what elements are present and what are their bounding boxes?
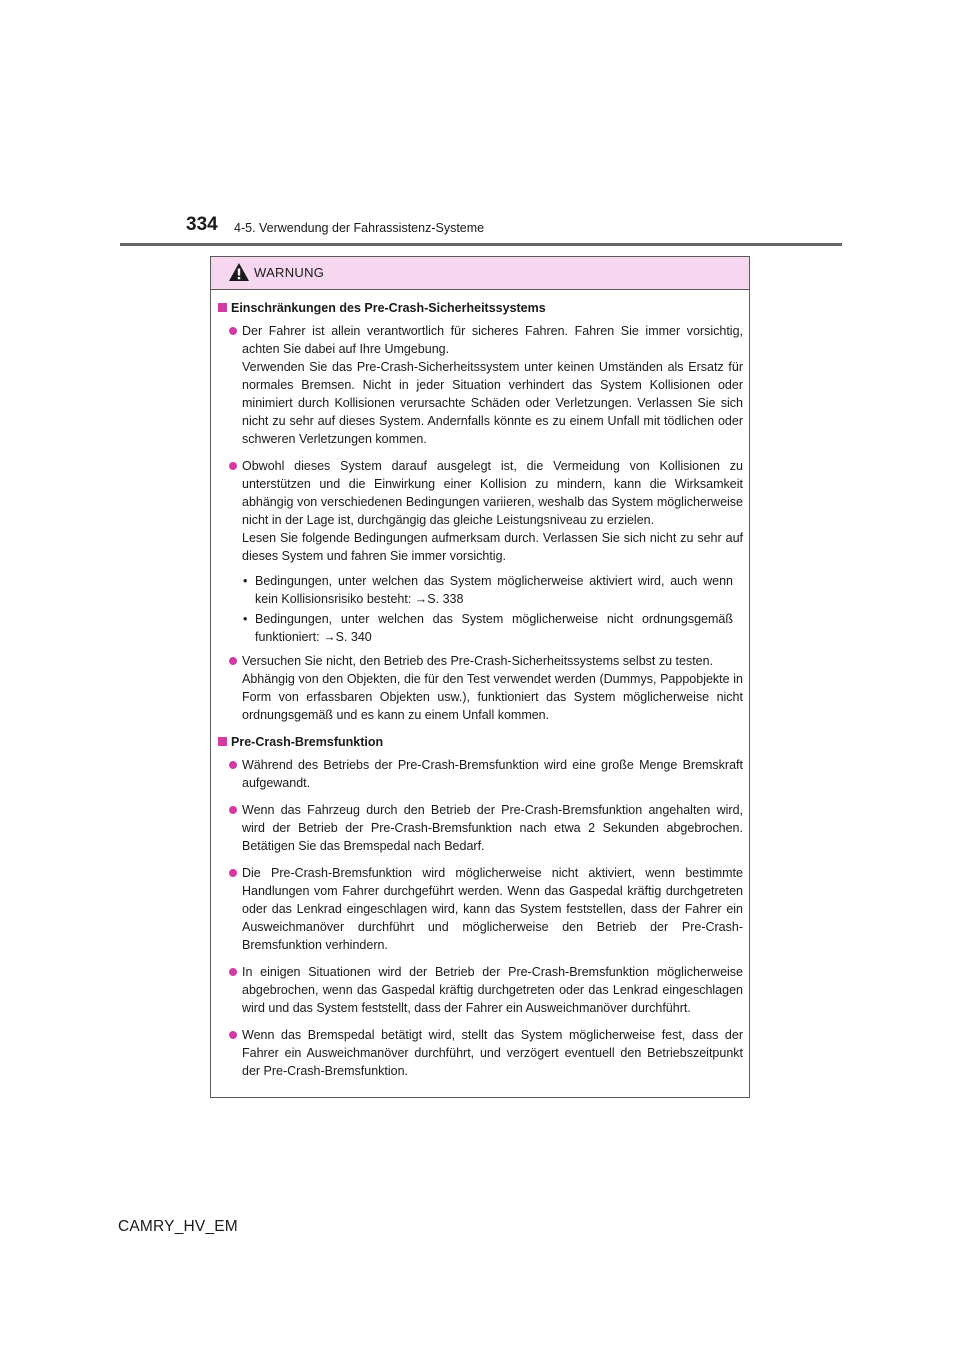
list-item [217, 457, 743, 565]
item-paragraph: Die Pre-Crash-Bremsfunktion wird möglicherweise nicht aktiviert, wenn bestimmte Handlungen vom Fahrer durchgeführt werden. Wenn das Gaspedal kräftig durchgetreten oder das Lenkrad eingeschlagen wird, kann das System feststellen, dass der Fahrer ein Ausweichmanöver durchführt und möglicherweise den Betrieb der Pre-Crash-Bremsfunktion verhindern. [242, 866, 743, 952]
circle-bullet-icon [229, 327, 237, 335]
item-paragraph: Der Fahrer ist allein verantwortlich für sicheres Fahren. Fahren Sie immer vorsichtig, achten Sie dabei auf Ihre Umgebung. [242, 324, 743, 356]
list-item [217, 963, 743, 1017]
circle-bullet-icon [229, 761, 237, 769]
circle-bullet-icon [229, 869, 237, 877]
square-bullet-icon [218, 737, 227, 746]
warning-body [211, 290, 749, 1080]
page-number: 334 [186, 214, 218, 235]
warning-label: WARNUNG [254, 265, 325, 280]
list-item [217, 652, 743, 724]
section-title: 4-5. Verwendung der Fahrassistenz-Systeme [234, 221, 485, 235]
item-paragraph: In einigen Situationen wird der Betrieb der Pre-Crash-Bremsfunktion möglicherweise abgebrochen, wenn das Gaspedal kräftig durchgetreten oder das Lenkrad eingeschlagen wird und das System feststellt, dass der Fahrer ein Ausweichmanöver durchführt. [242, 965, 743, 1015]
sub-list [217, 572, 743, 646]
item-paragraph: Obwohl dieses System darauf ausgelegt ist, die Vermeidung von Kollisionen zu unterstützen und die Einwirkung einer Kollision zu mindern, kann die Wirksamkeit abhängig von verschiedenen Bedingungen variieren, weshalb das System möglicherweise nicht in der Lage ist, durchgängig das gleiche Leistungsniveau zu erzielen. [242, 459, 743, 527]
square-bullet-icon [218, 303, 227, 312]
sub-item-text: Bedingungen, unter welchen das System möglicherweise aktiviert wird, auch wenn kein Kollisionsrisiko besteht: →S. 338 [255, 574, 733, 606]
section-heading-text: Pre-Crash-Bremsfunktion [231, 735, 384, 749]
item-paragraph: Versuchen Sie nicht, den Betrieb des Pre-Crash-Sicherheitssystems selbst zu testen. [242, 654, 714, 668]
circle-bullet-icon [229, 657, 237, 665]
list-item [217, 864, 743, 954]
section-heading-text: Einschränkungen des Pre-Crash-Sicherheitssystems [231, 301, 546, 315]
circle-bullet-icon [229, 1031, 237, 1039]
circle-bullet-icon [229, 462, 237, 470]
dot-bullet-icon: • [243, 574, 248, 588]
section-heading [217, 299, 743, 317]
document-code: CAMRY_HV_EM [118, 1218, 238, 1235]
item-paragraph: Abhängig von den Objekten, die für den Test verwendet werden (Dummys, Pappobjekte in Form von erfassbaren Objekten usw.), funktioniert das System möglicherweise nicht ordnungsgemäß und es kann zu einem Unfall kommen. [242, 672, 743, 722]
warning-header [211, 257, 749, 290]
item-paragraph: Wenn das Bremspedal betätigt wird, stellt das System möglicherweise fest, dass der Fahrer ein Ausweichmanöver durchführt, und verzögert eventuell den Betriebszeitpunkt der Pre-Crash-Bremsfunktion. [242, 1028, 743, 1078]
item-paragraph: Verwenden Sie das Pre-Crash-Sicherheitssystem unter keinen Umständen als Ersatz für normales Bremsen. Nicht in jeder Situation verhindert das System Kollisionen oder minimiert durch Kollisionen verursachte Schäden oder Verletzungen. Verlassen Sie sich nicht zu sehr auf dieses System. Andernfalls könnte es zu einem Unfall mit tödlichen oder schweren Verletzungen kommen. [242, 360, 743, 446]
item-paragraph: Wenn das Fahrzeug durch den Betrieb der Pre-Crash-Bremsfunktion angehalten wird, wird der Betrieb der Pre-Crash-Bremsfunktion nach etwa 2 Sekunden abgebrochen. Betätigen Sie das Bremspedal nach Bedarf. [242, 803, 743, 853]
list-item [217, 756, 743, 792]
header-rule [120, 243, 842, 246]
sub-list-item [217, 572, 733, 608]
item-paragraph: Während des Betriebs der Pre-Crash-Bremsfunktion wird eine große Menge Bremskraft aufgewandt. [242, 758, 743, 790]
sub-item-text: Bedingungen, unter welchen das System möglicherweise nicht ordnungsgemäß funktioniert: →S. 340 [255, 612, 733, 644]
item-paragraph: Lesen Sie folgende Bedingungen aufmerksam durch. Verlassen Sie sich nicht zu sehr auf dieses System und fahren Sie immer vorsichtig. [242, 531, 743, 563]
circle-bullet-icon [229, 968, 237, 976]
circle-bullet-icon [229, 806, 237, 814]
list-item [217, 322, 743, 448]
warning-triangle-icon [228, 262, 250, 282]
warning-box [210, 256, 750, 1098]
sub-list-item [217, 610, 733, 646]
dot-bullet-icon: • [243, 612, 248, 626]
list-item [217, 801, 743, 855]
list-item [217, 1026, 743, 1080]
section-heading [217, 733, 743, 751]
